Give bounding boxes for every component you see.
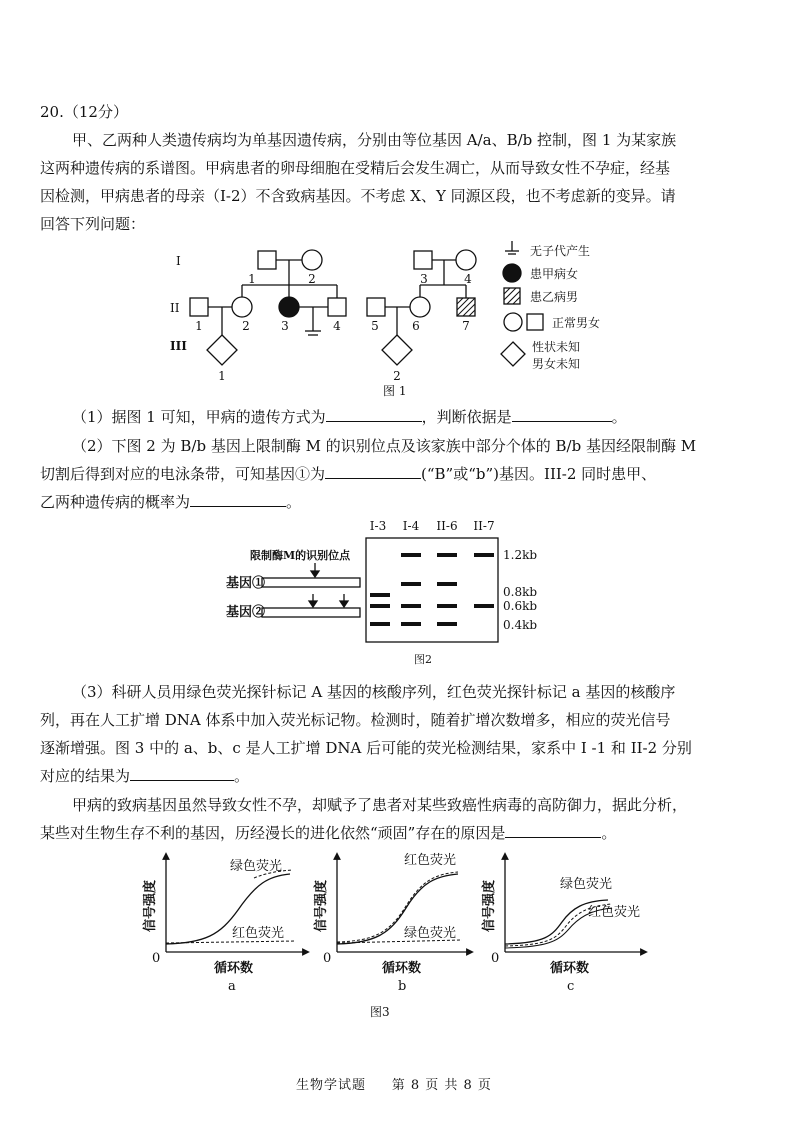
q3-line-3: 逐渐增强。图 3 中的 a、b、c 是人工扩增 DNA 后可能的荧光检测结果，家系中 I -1 和 II-2 分别 [40,739,692,757]
q2-line-3: 乙两种遗传病的概率为 。 [40,493,302,511]
q4-line-2: 某些对生物生存不利的基因，历经漫长的进化依然“顽固”存在的原因是 。 [40,824,617,842]
intro-line-2: 这两种遗传病的系谱图。甲病患者的卵母细胞在受精后会发生凋亡，从而导致女性不孕症，经基 [40,159,671,177]
band-II-7-1.2kb [474,553,494,557]
q4-answer-blank[interactable] [505,823,601,838]
panel-a [142,856,306,994]
pedigree-I-4-female [456,250,476,270]
num-II-7: 7 [462,319,470,333]
gene2-bar [262,608,360,617]
num-II-6: 6 [412,319,420,333]
panel-a-green-label: 绿色荧光 [230,859,283,874]
gen-label-II: II [170,301,180,315]
pedigree-II-3-affected-female [279,297,299,317]
gene2-label: 基因② [226,605,266,620]
gel-bands [370,553,494,626]
num-II-1: 1 [195,319,203,333]
panel-c [481,856,644,994]
band-label-0.6kb: 0.6kb [503,599,538,613]
q1-answer-blank-2[interactable] [512,407,612,422]
lane-label-I-4: I-4 [402,519,420,533]
pedigree-III-1-unknown [207,335,237,365]
legend-unknown-icon [501,342,525,366]
question-header [40,102,128,122]
panel-c-origin: 0 [491,951,500,966]
panel-b-xlabel: 循环数 [382,961,422,976]
pedigree-figure [0,235,800,400]
band-II-6-0.6kb [437,604,457,608]
legend-affected-b-icon [504,288,520,304]
num-I-3: 3 [420,272,428,286]
q3-answer-blank[interactable] [130,766,234,781]
panel-c-red-label: 红色荧光 [588,905,641,920]
panel-a-label: a [228,979,236,994]
legend-normal-male-icon [527,314,543,330]
legend-affected-a-icon [503,264,521,282]
panel-a-red-label: 红色荧光 [232,926,285,941]
electrophoresis-figure [0,514,800,669]
q3-line-1: （3）科研人员用绿色荧光探针标记 A 基因的核酸序列，红色荧光探针标记 a 基因的核酸序 [72,683,676,701]
num-III-2: 2 [393,369,401,383]
panel-a-origin: 0 [152,951,161,966]
pedigree-II-6-female [410,297,430,317]
pedigree-II-4-male [328,298,346,316]
fluorescence-figure [0,840,800,1025]
q2-answer-blank-1[interactable] [325,464,421,479]
num-III-1: 1 [218,369,226,383]
panel-b-green-label: 绿色荧光 [404,926,457,941]
band-I-4-0.8kb [401,582,421,586]
panel-c-ylabel: 信号强度 [482,879,497,932]
legend-normal-female-icon [504,313,522,331]
band-II-6-1.2kb [437,553,457,557]
panel-b-label: b [398,979,407,994]
pedigree-III-2-unknown [382,335,412,365]
gen-label-I: I [176,254,181,268]
band-label-0.4kb: 0.4kb [503,618,538,632]
pedigree-II-1-male [190,298,208,316]
legend-affected-b-label: 患乙病男 [530,290,579,304]
figure1-caption: 图 1 [383,384,407,398]
pedigree-II-2-female [232,297,252,317]
figure2-caption: 图2 [414,653,432,666]
figure3-caption: 图3 [370,1005,390,1019]
num-II-2: 2 [242,319,250,333]
intro-line-1: 甲、乙两种人类遗传病均为单基因遗传病，分别由等位基因 A/a、B/b 控制，图 1 为某家族 [72,131,677,149]
band-I-4-0.6kb [401,604,421,608]
panel-b-red-label: 红色荧光 [404,853,457,868]
legend-unknown-label-1: 性状未知 [532,340,581,354]
intro-line-4: 回答下列问题： [40,215,146,233]
pedigree-I-2-female [302,250,322,270]
pedigree-I-1-male [258,251,276,269]
panel-c-label: c [567,979,575,994]
num-II-3: 3 [281,319,289,333]
num-I-1: 1 [248,272,256,286]
band-label-1.2kb: 1.2kb [503,548,538,562]
band-label-0.8kb: 0.8kb [503,585,538,599]
q3-line-2: 列，再在人工扩增 DNA 体系中加入荧光标记物。检测时，随着扩增次数增多，相应的荧光信号 [40,711,671,729]
q1-answer-blank-1[interactable] [326,407,422,422]
q2-line-2: 切割后得到对应的电泳条带，可知基因①为 (“B”或“b”)基因。III-2 同时患甲、 [40,465,657,483]
page-footer [296,1074,492,1093]
band-I-4-1.2kb [401,553,421,557]
lane-label-I-3: I-3 [369,519,387,533]
q2-line-1: （2）下图 2 为 B/b 基因上限制酶 M 的识别位点及该家族中部分个体的 B/b 基因经限制酶 M [72,437,697,455]
footer-subject: 生物学试题 [296,1078,367,1093]
num-I-4: 4 [464,272,472,286]
band-I-4-0.4kb [401,622,421,626]
footer-page: 第 8 页 共 8 页 [391,1078,492,1093]
pedigree-I-3-male [414,251,432,269]
q2-answer-blank-2[interactable] [190,492,286,507]
gene1-bar [262,578,360,587]
gene1-label: 基因① [226,576,266,591]
panel-b [313,852,470,994]
num-I-2: 2 [308,272,316,286]
num-II-4: 4 [333,319,341,333]
q4-line-1: 甲病的致病基因虽然导致女性不孕，却赋予了患者对某些致癌性病毒的高防御力，据此分析， [72,796,688,814]
band-I-3-0.6kb [370,604,390,608]
intro-line-3: 因检测，甲病患者的母亲（I-2）不含致病基因。不考虑 X、Y 同源区段，也不考虑新的变异。请 [40,187,676,205]
lane-label-II-6: II-6 [436,519,458,533]
lane-label-II-7: II-7 [473,519,495,533]
num-II-5: 5 [371,319,379,333]
band-II-6-0.8kb [437,582,457,586]
panel-c-xlabel: 循环数 [550,961,590,976]
panel-b-ylabel: 信号强度 [314,879,329,932]
legend-no-offspring-label: 无子代产生 [530,244,591,258]
panel-b-origin: 0 [323,951,332,966]
legend-affected-a-label: 患甲病女 [530,267,579,281]
question-score: （12分） [63,103,128,121]
panel-a-xlabel: 循环数 [214,961,254,976]
band-II-6-0.4kb [437,622,457,626]
band-I-3-0.8kb-b [370,593,390,597]
band-I-3-0.4kb [370,622,390,626]
band-II-7-0.6kb [474,604,494,608]
q3-line-4: 对应的结果为 。 [40,767,250,785]
question-number: 20. [40,103,64,121]
pedigree-II-5-male [367,298,385,316]
panel-c-green-label: 绿色荧光 [560,877,613,892]
legend-unknown-label-2: 男女未知 [532,357,581,371]
gen-label-III: III [170,339,187,353]
hatch-II-7 [457,298,475,316]
panel-a-ylabel: 信号强度 [143,879,158,932]
restriction-site-label: 限制酶M的识别位点 [250,549,351,562]
q1-line: （1）据图 1 可知，甲病的遗传方式为 ，判断依据是 。 [72,408,627,426]
legend-normal-label: 正常男女 [552,316,601,330]
